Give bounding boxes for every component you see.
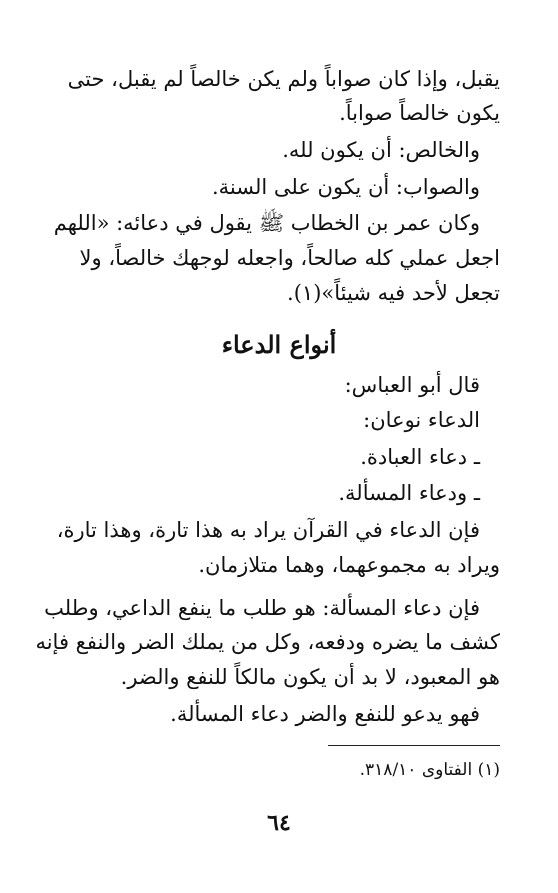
body-line-12: فإن الدعاء في القرآن يراد به هذا تارة، وهذا تارة، xyxy=(56,518,480,542)
page-number: ٦٤ xyxy=(267,810,291,836)
body-line-17: فهو يدعو للنفع والضر دعاء المسألة. xyxy=(170,702,480,726)
body-line-10: ـ دعاء العبادة. xyxy=(360,445,480,469)
body-line-4: والصواب: أن يكون على السنة. xyxy=(211,175,480,199)
body-line-7: تجعل لأحد فيه شيئاً»(١). xyxy=(287,281,500,305)
body-line-5: وكان عمر بن الخطاب ﷺ يقول في دعائه: «اللهم xyxy=(53,211,480,235)
body-line-6: اجعل عملي كله صالحاً، واجعله لوجهك خالصاً، ولا xyxy=(79,246,500,270)
body-line-14: فإن دعاء المسألة: هو طلب ما ينفع الداعي، وطلب xyxy=(44,596,480,620)
body-line-1: يقبل، وإذا كان صواباً ولم يكن خالصاً لم يقبل، حتى xyxy=(67,67,500,91)
footnote: (١) الفتاوى ٣١٨/١٠. xyxy=(359,760,500,780)
body-line-2: يكون خالصاً صواباً. xyxy=(339,101,500,125)
body-line-16: هو المعبود، لا بد أن يكون مالكاً للنفع والضر. xyxy=(120,665,500,689)
body-line-9: الدعاء نوعان: xyxy=(363,408,480,432)
body-line-13: ويراد به مجموعهما، وهما متلازمان. xyxy=(198,553,500,577)
body-line-11: ـ ودعاء المسألة. xyxy=(338,481,480,505)
footnote-separator xyxy=(328,745,500,746)
body-line-8: قال أبو العباس: xyxy=(344,373,480,397)
body-line-3: والخالص: أن يكون لله. xyxy=(282,138,480,162)
body-line-15: كشف ما يضره ودفعه، وكل من يملك الضر والنفع فإنه xyxy=(35,630,500,654)
section-heading: أنواع الدعاء xyxy=(221,330,337,359)
